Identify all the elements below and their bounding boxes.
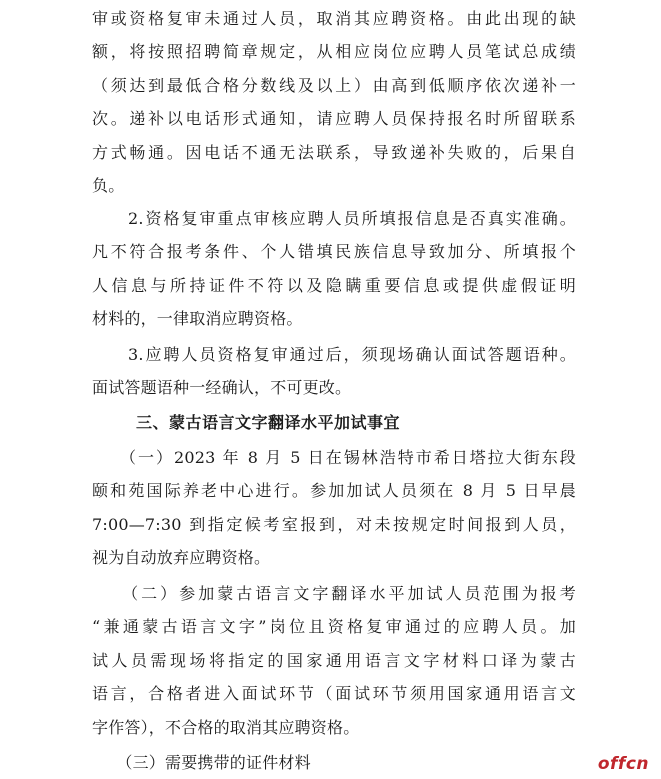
text-line: 方式畅通。因电话不通无法联系，导致递补失败的，后果自 [92, 142, 576, 162]
text-line: 试人员需现场将指定的国家通用语言文字材料口译为蒙古 [92, 650, 576, 670]
text-line: 2.资格复审重点审核应聘人员所填报信息是否真实准确。 [92, 209, 576, 228]
text-line: （一）2023 年 8 月 5 日在锡林浩特市希日塔拉大街东段 [92, 448, 576, 467]
text-line: （三）需要携带的证件材料 [92, 753, 311, 772]
text-line: 颐和苑国际养老中心进行。参加加试人员须在 8 月 5 日早晨 [92, 481, 576, 501]
paragraph-requalification-result [92, 2, 576, 202]
text-line: 次。递补以电话形式通知，请应聘人员保持报名时所留联系 [92, 109, 576, 129]
text-line: 语言，合格者进入面试环节（面试环节须用国家通用语言文 [92, 684, 576, 704]
watermark-logo [598, 754, 649, 774]
text-line: 视为自动放弃应聘资格。 [92, 548, 271, 568]
text-line: 字作答），不合格的取消其应聘资格。 [92, 717, 360, 737]
paragraph-item-3 [92, 338, 576, 405]
text-line: 人信息与所持证件不符以及隐瞒重要信息或提供虚假证明 [92, 275, 576, 295]
paragraph-subitem-3 [92, 746, 576, 779]
text-line: 审或资格复审未通过人员，取消其应聘资格。由此出现的缺 [92, 9, 576, 28]
text-line: 凡不符合报考条件、个人错填民族信息导致加分、所填报个 [92, 242, 576, 262]
paragraph-subitem-2 [92, 577, 576, 744]
text-line: 3.应聘人员资格复审通过后，须现场确认面试答题语种。 [92, 345, 576, 364]
text-line: 材料的，一律取消应聘资格。 [92, 309, 303, 329]
text-line: 7:00—7:30 到指定候考室报到，对未按规定时间报到人员， [92, 514, 576, 534]
paragraph-item-2 [92, 202, 576, 336]
watermark-part-off: off [597, 754, 626, 774]
text-line: 面试答题语种一经确认，不可更改。 [92, 378, 352, 398]
text-line: “兼通蒙古语言文字”岗位且资格复审通过的应聘人员。加 [92, 617, 576, 637]
text-line: 负。 [92, 176, 125, 196]
text-line: 额，将按照招聘简章规定，从相应岗位应聘人员笔试总成绩 [92, 42, 576, 62]
paragraph-subitem-1 [92, 441, 576, 575]
text-line: （须达到最低合格分数线及以上）由高到低顺序依次递补一 [92, 75, 576, 95]
watermark-part-cn: cn [625, 754, 649, 774]
section-heading-3: 三、蒙古语言文字翻译水平加试事宜 [136, 413, 401, 432]
text-line: （二）参加蒙古语言文字翻译水平加试人员范围为报考 [92, 584, 576, 603]
